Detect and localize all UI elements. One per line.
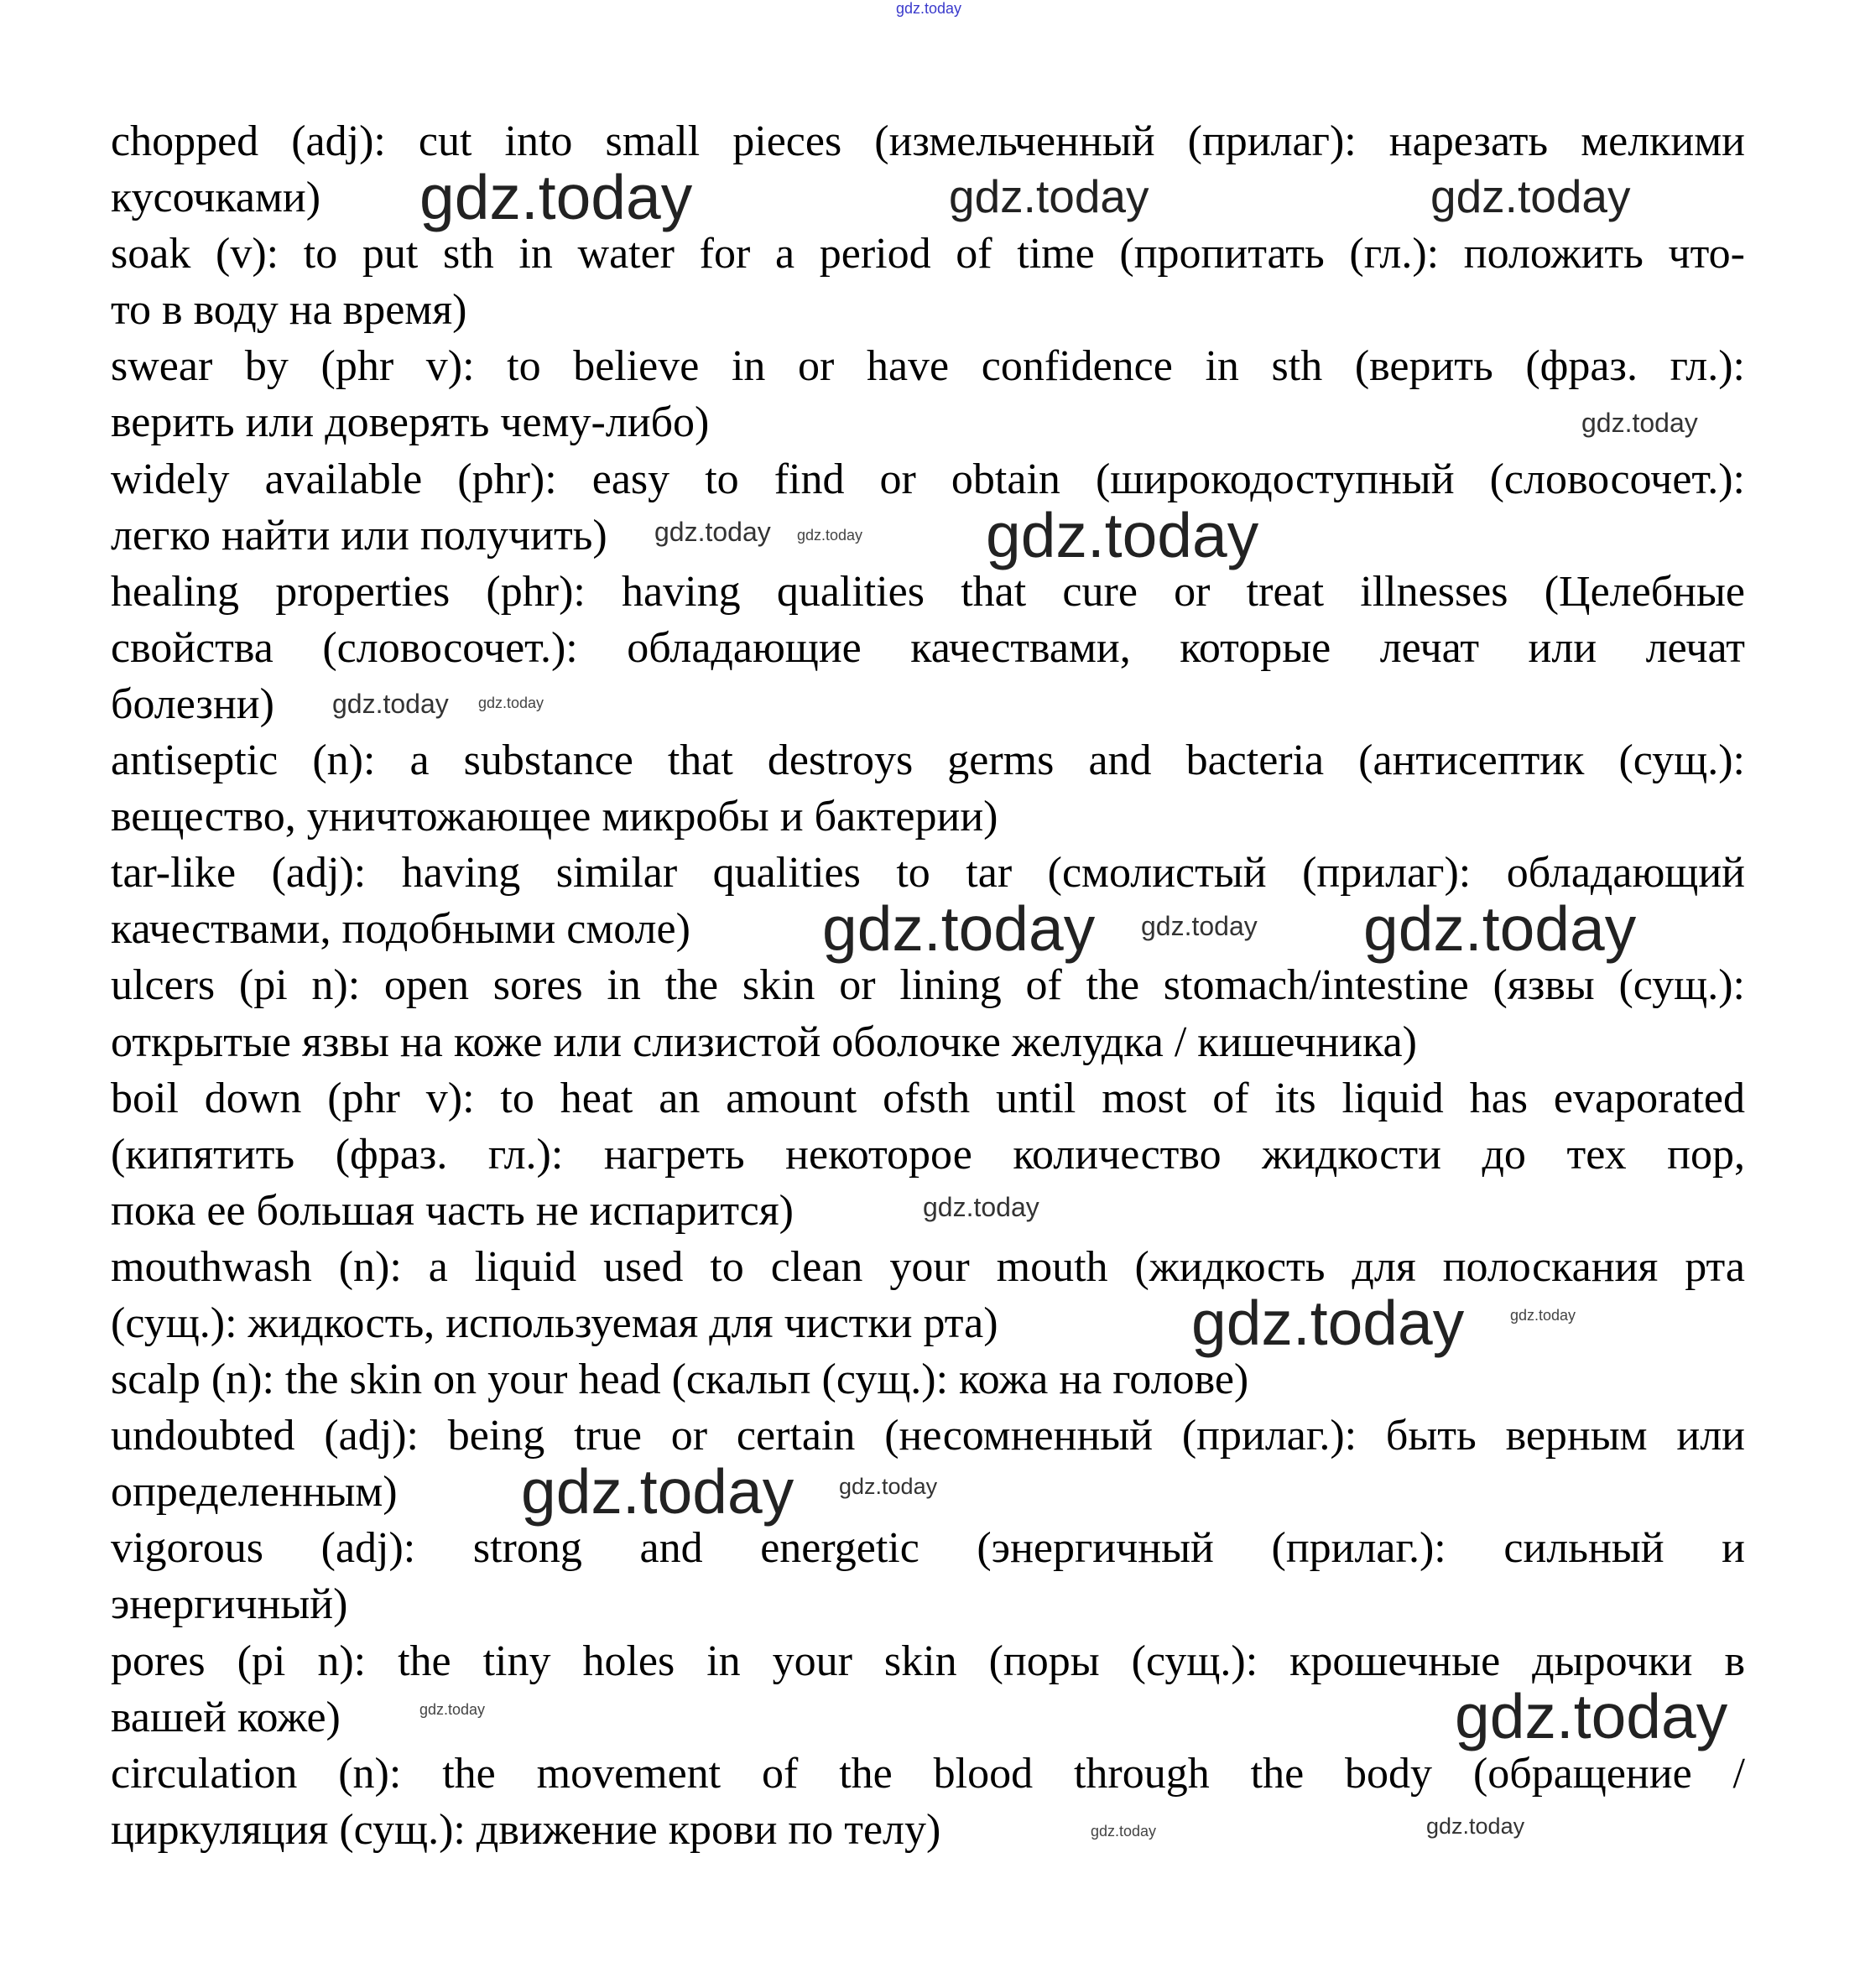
watermark: gdz.today bbox=[839, 1474, 938, 1499]
watermark: gdz.today bbox=[419, 162, 693, 232]
entry-line: свойства (словосочет.): обладающие качествами, которые лечат или лечат bbox=[111, 623, 1745, 672]
entry-line-row bbox=[111, 1014, 1745, 1070]
entry-line-row bbox=[111, 1239, 1745, 1295]
vocabulary-list bbox=[111, 113, 1745, 1858]
vocabulary-entry bbox=[111, 1520, 1745, 1632]
watermark: gdz.today bbox=[797, 527, 863, 544]
watermark: gdz.today bbox=[1141, 911, 1258, 941]
entry-line: widely available (phr): easy to find or obtain (широкодоступный (словосочет.): bbox=[111, 455, 1745, 503]
entry-line: (сущ.): жидкость, используемая для чистки рта) bbox=[111, 1298, 998, 1347]
vocabulary-entry bbox=[111, 1408, 1745, 1527]
watermark: gdz.today bbox=[986, 500, 1259, 570]
entry-line: болезни) bbox=[111, 679, 274, 728]
entry-line: circulation (n): the movement of the blood through the body (обращение / bbox=[111, 1749, 1745, 1798]
watermark: gdz.today bbox=[654, 517, 771, 547]
entry-line-row bbox=[111, 564, 1745, 620]
entry-line-row bbox=[111, 1070, 1745, 1127]
entry-line-row bbox=[111, 338, 1745, 394]
vocabulary-entry bbox=[111, 226, 1745, 338]
watermark: gdz.today bbox=[923, 1192, 1039, 1222]
entry-line: (кипятить (фраз. гл.): нагреть некоторое количество жидкости до тех пор, bbox=[111, 1130, 1745, 1179]
vocabulary-entry bbox=[111, 732, 1745, 845]
entry-line-row bbox=[111, 1520, 1745, 1576]
entry-line-row bbox=[111, 451, 1745, 507]
watermark: gdz.today bbox=[521, 1456, 794, 1527]
entry-line: antiseptic (n): a substance that destroys germs and bacteria (антисептик (сущ.): bbox=[111, 736, 1745, 785]
entry-line-row bbox=[111, 1127, 1745, 1183]
watermark: gdz.today bbox=[1363, 893, 1637, 964]
entry-line: открытые язвы на коже или слизистой оболочке желудка / кишечника) bbox=[111, 1017, 1417, 1066]
entry-line: soak (v): to put sth in water for a period of time (пропитать (гл.): положить что- bbox=[111, 230, 1745, 278]
watermark-top-logo: gdz.today bbox=[896, 0, 962, 17]
watermark: gdz.today bbox=[332, 689, 449, 719]
entry-line: ulcers (pi n): open sores in the skin or lining of the stomach/intestine (язвы (сущ.): bbox=[111, 961, 1745, 1010]
entry-line-row bbox=[111, 1576, 1745, 1632]
watermark: gdz.today bbox=[419, 1701, 486, 1718]
entry-line-row bbox=[111, 957, 1745, 1013]
entry-line: вашей коже) bbox=[111, 1693, 341, 1741]
entry-line-row bbox=[111, 1351, 1745, 1408]
entry-line: вещество, уничтожающее микробы и бактерии) bbox=[111, 793, 998, 841]
vocabulary-entry bbox=[111, 1746, 1745, 1858]
watermark: gdz.today bbox=[1581, 408, 1698, 438]
entry-line: healing properties (phr): having qualities that cure or treat illnesses (Целебные bbox=[111, 567, 1745, 616]
watermark: gdz.today bbox=[949, 170, 1149, 222]
entry-line: swear by (phr v): to believe in or have confidence in sth (верить (фраз. гл.): bbox=[111, 342, 1745, 391]
entry-line-row bbox=[111, 500, 1745, 570]
entry-line-row bbox=[111, 394, 1745, 450]
watermark: gdz.today bbox=[1091, 1823, 1157, 1840]
vocabulary-entry bbox=[111, 451, 1745, 570]
watermark: gdz.today bbox=[1426, 1814, 1525, 1839]
watermark: gdz.today bbox=[478, 695, 544, 711]
watermark: gdz.today bbox=[1455, 1681, 1728, 1751]
entry-line: кусочками) bbox=[111, 174, 321, 222]
entry-line: легко найти или получить) bbox=[111, 511, 607, 559]
entry-line: пока ее большая часть не испарится) bbox=[111, 1186, 794, 1235]
entry-line: scalp (n): the skin on your head (скальп (сущ.): кожа на голове) bbox=[111, 1356, 1249, 1404]
entry-line: качествами, подобными смоле) bbox=[111, 905, 690, 954]
entry-line: tar-like (adj): having similar qualities to tar (смолистый (прилаг): обладающий bbox=[111, 849, 1745, 898]
watermark: gdz.today bbox=[822, 893, 1096, 964]
entry-line-row bbox=[111, 788, 1745, 845]
entry-line: chopped (adj): cut into small pieces (измельченный (прилаг): нарезать мелкими bbox=[111, 117, 1745, 165]
entry-line-row bbox=[111, 1408, 1745, 1464]
entry-line: энергичный) bbox=[111, 1580, 348, 1629]
watermark: gdz.today bbox=[1191, 1288, 1465, 1358]
entry-line: undoubted (adj): being true or certain (несомненный (прилаг.): быть верным или bbox=[111, 1412, 1745, 1460]
entry-line-row bbox=[111, 1746, 1745, 1802]
entry-line: то в воду на время) bbox=[111, 286, 467, 335]
entry-line: pores (pi n): the tiny holes in your skin (поры (сущ.): крошечные дырочки в bbox=[111, 1637, 1745, 1685]
watermark: gdz.today bbox=[1510, 1307, 1576, 1324]
entry-line-row bbox=[111, 732, 1745, 788]
vocabulary-entry bbox=[111, 1351, 1745, 1408]
entry-line: mouthwash (n): a liquid used to clean your mouth (жидкость для полоскания рта bbox=[111, 1242, 1745, 1291]
entry-line-row bbox=[111, 282, 1745, 338]
vocabulary-entry bbox=[111, 338, 1745, 450]
entry-line-row bbox=[111, 226, 1745, 282]
entry-line: vigorous (adj): strong and energetic (энергичный (прилаг.): сильный и bbox=[111, 1524, 1745, 1573]
entry-line: boil down (phr v): to heat an amount ofsth until most of its liquid has evaporated bbox=[111, 1074, 1745, 1122]
entry-line-row bbox=[111, 1288, 1745, 1358]
entry-line-row bbox=[111, 620, 1745, 676]
entry-line: определенным) bbox=[111, 1468, 398, 1517]
vocabulary-entry bbox=[111, 957, 1745, 1069]
vocabulary-entry bbox=[111, 1239, 1745, 1358]
entry-line: верить или доверять чему-либо) bbox=[111, 398, 710, 447]
entry-line-row bbox=[111, 113, 1745, 169]
watermark: gdz.today bbox=[1430, 170, 1631, 222]
entry-line: циркуляция (сущ.): движение крови по телу) bbox=[111, 1805, 941, 1854]
